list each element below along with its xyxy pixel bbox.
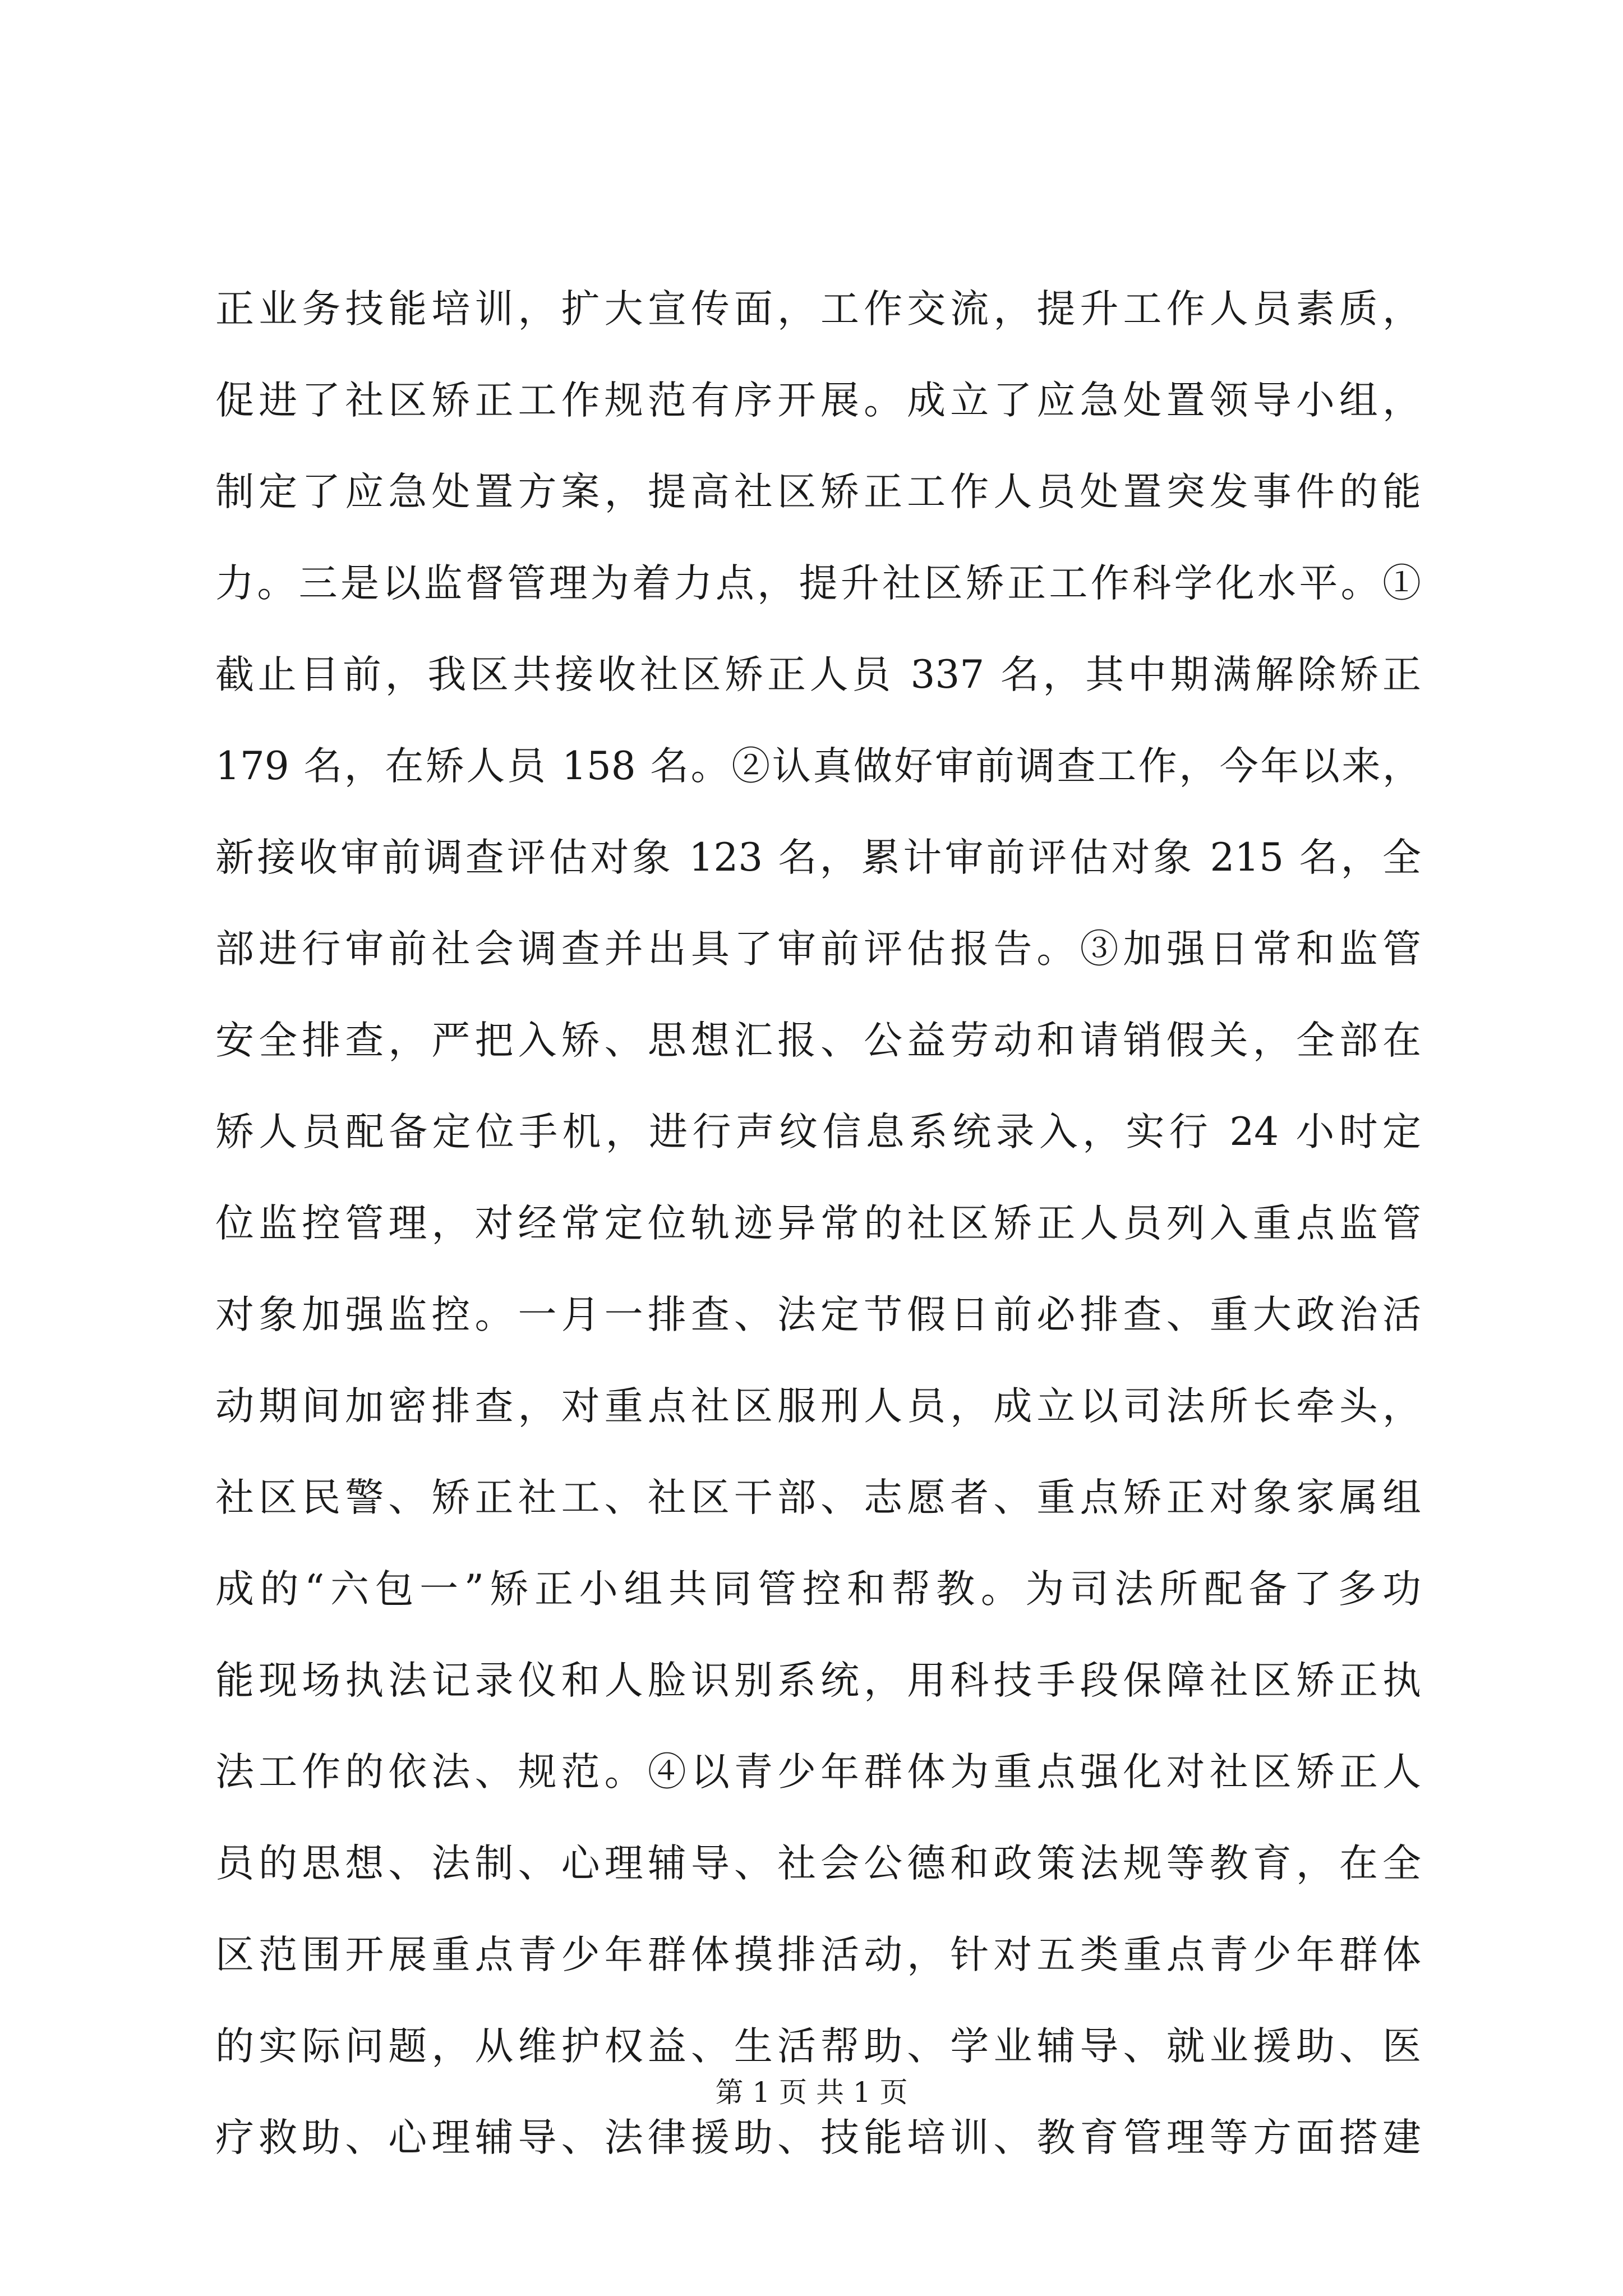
text-line-6: 179 名，在矫人员 158 名。②认真做好审前调查工作，今年以来， bbox=[215, 744, 1421, 789]
text-line-1: 正业务技能培训，扩大宣传面，工作交流，提升工作人员素质， bbox=[215, 287, 1421, 332]
text-line-13: 动期间加密排查，对重点社区服刑人员，成立以司法所长牵头， bbox=[215, 1384, 1421, 1429]
text-line-3: 制定了应急处置方案，提高社区矫正工作人员处置突发事件的能 bbox=[215, 470, 1421, 514]
text-line-4: 力。三是以监督管理为着力点，提升社区矫正工作科学化水平。① bbox=[215, 561, 1421, 606]
page-number-label: 第 1 页 共 1 页 bbox=[715, 2076, 908, 2109]
text-line-18: 员的思想、法制、心理辅导、社会公德和政策法规等教育，在全 bbox=[215, 1841, 1421, 1886]
text-line-21: 疗救助、心理辅导、法律援助、技能培训、教育管理等方面搭建 bbox=[215, 2115, 1421, 2160]
text-line-19: 区范围开展重点青少年群体摸排活动，针对五类重点青少年群体 bbox=[215, 1932, 1421, 1977]
text-line-16: 能现场执法记录仪和人脸识别系统，用科技手段保障社区矫正执 bbox=[215, 1658, 1421, 1703]
page-footer bbox=[0, 2070, 1623, 2115]
text-line-8: 部进行审前社会调查并出具了审前评估报告。③加强日常和监管 bbox=[215, 927, 1421, 972]
text-line-10: 矫人员配备定位手机，进行声纹信息系统录入，实行 24 小时定 bbox=[215, 1110, 1421, 1154]
text-line-5: 截止目前，我区共接收社区矫正人员 337 名，其中期满解除矫正 bbox=[215, 652, 1421, 697]
text-line-15: 成的“六包一”矫正小组共同管控和帮教。为司法所配备了多功 bbox=[215, 1567, 1421, 1612]
text-line-14: 社区民警、矫正社工、社区干部、志愿者、重点矫正对象家属组 bbox=[215, 1475, 1421, 1520]
text-line-12: 对象加强监控。一月一排查、法定节假日前必排查、重大政治活 bbox=[215, 1292, 1421, 1337]
text-line-11: 位监控管理，对经常定位轨迹异常的社区矫正人员列入重点监管 bbox=[215, 1201, 1421, 1246]
text-line-7: 新接收审前调查评估对象 123 名，累计审前评估对象 215 名，全 bbox=[215, 835, 1421, 880]
text-line-9: 安全排查，严把入矫、思想汇报、公益劳动和请销假关，全部在 bbox=[215, 1018, 1421, 1063]
text-line-20: 的实际问题，从维护权益、生活帮助、学业辅导、就业援助、医 bbox=[215, 2024, 1421, 2069]
text-line-2: 促进了社区矫正工作规范有序开展。成立了应急处置领导小组， bbox=[215, 378, 1421, 423]
text-line-17: 法工作的依法、规范。④以青少年群体为重点强化对社区矫正人 bbox=[215, 1750, 1421, 1795]
body-text bbox=[215, 264, 1421, 2184]
